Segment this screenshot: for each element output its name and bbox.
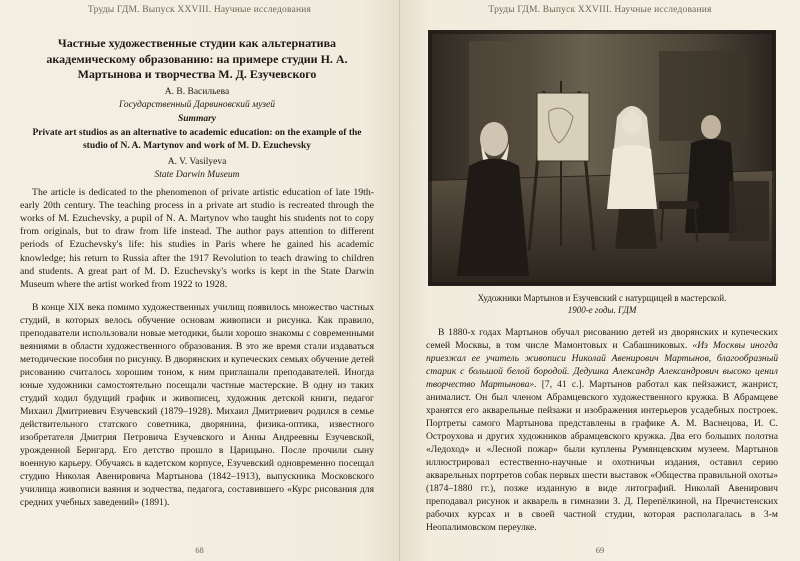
body-text-left: В конце XIX века помимо художественных училищ появилось множество частных студий, в которых велось обучение основам живописи и рисунка. Как правило, преподаватели использовали новые методики, были хорошо знакомы с современными веяниями в области художественного образования. В это же время стали издаваться методические пособия по рисунку. В дворянских и купеческих семьях обучение детей рисованию считалось хорошим тоном, к ним приглашали преподавателей. Иногда юные художники самостоятельно посещали частные мастерские. В одну из таких студий ходил будущий график и живописец, художник детской книги, педагог Михаил Дмитриевич Езучевский (1879–1928). Михаил Дмитриевич родился в семье действительного статского советника, дворянина, физика-оптика, известного изобретателя Дмитрия Петровича Езучевского и Анны Андреевны Езучевской, урожденной Бернгард. Его детство прошло в Царицыно. После прочили сыну военную карьеру. Обучаясь в кадетском корпусе, Езучевский одновременно посещал студию Николая Авенировича Мартынова (1842–1913), выпускника Московского училища живописи ваяния и зодчества, педагога, составившего «Курс рисования для средних учебных заведений» (1891). xyxy=(20,301,374,508)
body-rest: [7, 41 с.]. Мартынов работал как пейзажист, жанрист, анималист. Он был членом Абрамцевского художественного кружка. В Абрамцеве хранятся его акварельные пейзажи и изображения интерьеров усадебных построек. Портреты самого Мартынова представлены в графике А. М. Васнецова, И. С. Остроухова и других художников абрамцевского кружка. Два его больших полотна «Ледоход» и «Лесной пожар» были куплены Румянцевским музеем. Мартынов иллюстрировал естественно-научные и охотничьи издания, оставил серию акварельных портретов собак первых шести выставок «Общества правильной охоты» (1874–1880 гг.), позже изданную в виде литографий. Николай Авенирович преподавал рисунок и акварель в гимназии З. Д. Перепёлкиной, на Пречистенских рабочих курсах и в своей частной студии, которая располагалась в 3-м Неопалимовском переулке. xyxy=(426,379,779,533)
photo-date: 1900-е годы. ГДМ xyxy=(567,305,637,315)
author-affiliation: Государственный Дарвиновский музей xyxy=(119,99,275,110)
english-title: Private art studios as an alternative to academic education: on the example of the studio of N. A. Martynov and work of M. D. Ezuchevsky xyxy=(32,127,362,151)
article-title: Частные художественные студии как альтернатива академическому образованию: на примере студии Н. А. Мартынова и творчества М. Д. Езучевского xyxy=(46,36,348,81)
left-page-content xyxy=(20,36,374,519)
right-page-content xyxy=(426,30,778,544)
page-number-right: 69 xyxy=(595,545,605,555)
photo-caption: Художники Мартынов и Езучевский с натурщицей в мастерской. xyxy=(477,293,727,303)
photo-caption-block xyxy=(426,292,778,316)
page-number-left: 68 xyxy=(195,545,204,555)
running-head-right: Труды ГДМ. Выпуск XXVIII. Научные исследования xyxy=(488,5,712,15)
author-name: А. В. Васильева xyxy=(164,86,230,97)
photo-illustration xyxy=(429,31,775,285)
body-intro: В 1880-х годах Мартынов обучал рисованию детей из дворянских и купеческих семей Москвы, в том числе Мамонтовых и Сабашниковых. xyxy=(426,327,778,351)
english-author: A. V. Vasilyeva xyxy=(167,156,227,167)
right-page xyxy=(400,0,800,561)
english-affiliation: State Darwin Museum xyxy=(154,169,240,180)
summary-heading: Summary xyxy=(177,113,216,124)
english-abstract: The article is dedicated to the phenomenon of private artistic education of late 19th- early 20th century. The teaching process in a private art studio is recreated through the works of M. Ezuchevsky, a pupil of N. A. Martynov who taught his students not to copy from originals, but to draw from life instead. The author pays attention to different periods of Ezuchevsky's life: his studies in Paris where he gained his academic knowledge; his return to Russia after the 1917 Revolution to teach drawing to children and students. A great part of M. D. Ezuchevsky's works is kept in the State Darwin Museum where the artist worked from 1922 to 1928. xyxy=(20,186,374,290)
running-head-left: Труды ГДМ. Выпуск XXVIII. Научные исследования xyxy=(87,5,312,15)
body-quote: «Из Москвы иногда приезжал ее учитель живописи Николай Авенирович Мартынов, благообразный старик с большой белой бородой. Дедушка Александр Александрович высоко ценил творчество Мартынова». xyxy=(426,340,778,390)
body-text-right xyxy=(426,326,778,534)
studio-photograph xyxy=(428,30,776,286)
